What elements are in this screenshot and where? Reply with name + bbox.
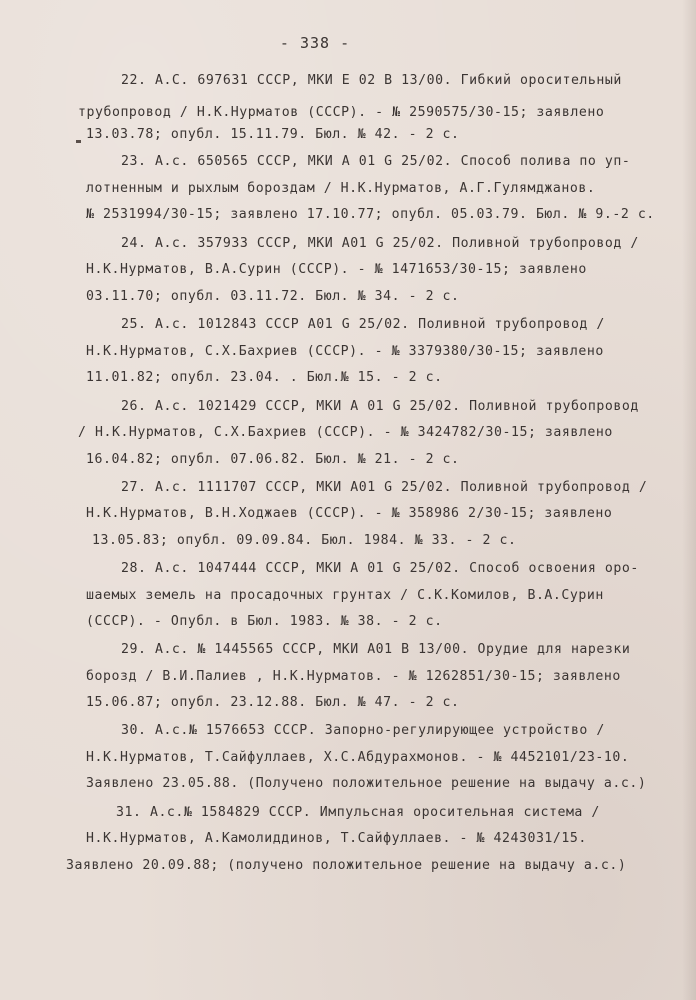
entry-22-line-1: 22. А.С. 697631 СССР, МКИ Е 02 В 13/00. Гибкий оросительный — [121, 73, 622, 88]
entry-22-line-3: 13.03.78; опубл. 15.11.79. Бюл. № 42. - 2 с. — [86, 127, 460, 142]
entry-26-line-2: / Н.К.Нурматов, С.Х.Бахриев (СССР). - № 3424782/30-15; заявлено — [78, 425, 613, 440]
entry-23-line-2: лотненным и рыхлым бороздам / Н.К.Нурматов, А.Г.Гулямджанов. — [86, 181, 596, 196]
entry-25-line-1: 25. А.с. 1012843 СССР А01 G 25/02. Поливной трубопровод / — [121, 317, 605, 332]
entry-29-line-3: 15.06.87; опубл. 23.12.88. Бюл. № 47. - 2 с. — [86, 695, 460, 710]
entry-30-line-2: Н.К.Нурматов, Т.Сайфуллаев, Х.С.Абдурахмонов. - № 4452101/23-10. — [86, 750, 630, 765]
page-number: - 338 - — [279, 34, 351, 52]
entry-27-line-3: 13.05.83; опубл. 09.09.84. Бюл. 1984. № 33. - 2 с. — [92, 533, 517, 548]
entry-29-line-1: 29. А.с. № 1445565 СССР, МКИ А01 В 13/00. Орудие для нарезки — [121, 642, 631, 657]
entry-26-line-3: 16.04.82; опубл. 07.06.82. Бюл. № 21. - 2 с. — [86, 452, 460, 467]
entry-22-line-2: трубопровод / Н.К.Нурматов (СССР). - № 2590575/30-15; заявлено — [78, 105, 605, 120]
entry-24-line-3: 03.11.70; опубл. 03.11.72. Бюл. № 34. - 2 с. — [86, 289, 460, 304]
entry-27-line-1: 27. А.с. 1111707 СССР, МКИ А01 G 25/02. Поливной трубопровод / — [121, 480, 648, 495]
margin-mark — [76, 140, 81, 143]
entry-25-line-2: Н.К.Нурматов, С.Х.Бахриев (СССР). - № 3379380/30-15; заявлено — [86, 344, 604, 359]
entry-30-line-1: 30. А.с.№ 1576653 СССР. Запорно-регулирующее устройство / — [121, 723, 605, 738]
entry-28-line-2: шаемых земель на просадочных грунтах / С.К.Комилов, В.А.Сурин — [86, 588, 604, 603]
entry-31-line-3: Заявлено 20.09.88; (получено положительное решение на выдачу а.с.) — [66, 858, 627, 873]
entry-24-line-2: Н.К.Нурматов, В.А.Сурин (СССР). - № 1471653/30-15; заявлено — [86, 262, 587, 277]
entry-23-line-3: № 2531994/30-15; заявлено 17.10.77; опубл. 05.03.79. Бюл. № 9.-2 с. — [86, 207, 655, 222]
entry-25-line-3: 11.01.82; опубл. 23.04. . Бюл.№ 15. - 2 с. — [86, 370, 443, 385]
entry-23-line-1: 23. А.с. 650565 СССР, МКИ А 01 G 25/02. Способ полива по уп- — [121, 154, 631, 169]
entry-31-line-2: Н.К.Нурматов, А.Камолиддинов, Т.Сайфуллаев. - № 4243031/15. — [86, 831, 587, 846]
entry-24-line-1: 24. А.с. 357933 СССР, МКИ А01 G 25/02. Поливной трубопровод / — [121, 236, 639, 251]
entry-30-line-3: Заявлено 23.05.88. (Получено положительное решение на выдачу а.с.) — [86, 776, 647, 791]
entry-31-line-1: 31. А.с.№ 1584829 СССР. Импульсная оросительная система / — [116, 805, 600, 820]
entry-28-line-3: (СССР). - Опубл. в Бюл. 1983. № 38. - 2 с. — [86, 614, 443, 629]
entry-28-line-1: 28. А.с. 1047444 СССР, МКИ А 01 G 25/02. Способ освоения оро- — [121, 561, 639, 576]
entry-27-line-2: Н.К.Нурматов, В.Н.Ходжаев (СССР). - № 358986 2/30-15; заявлено — [86, 506, 613, 521]
entry-26-line-1: 26. А.с. 1021429 СССР, МКИ А 01 G 25/02. Поливной трубопровод — [121, 399, 639, 414]
page-edge-shadow — [682, 0, 696, 1000]
entry-29-line-2: борозд / В.И.Палиев , Н.К.Нурматов. - № 1262851/30-15; заявлено — [86, 669, 621, 684]
